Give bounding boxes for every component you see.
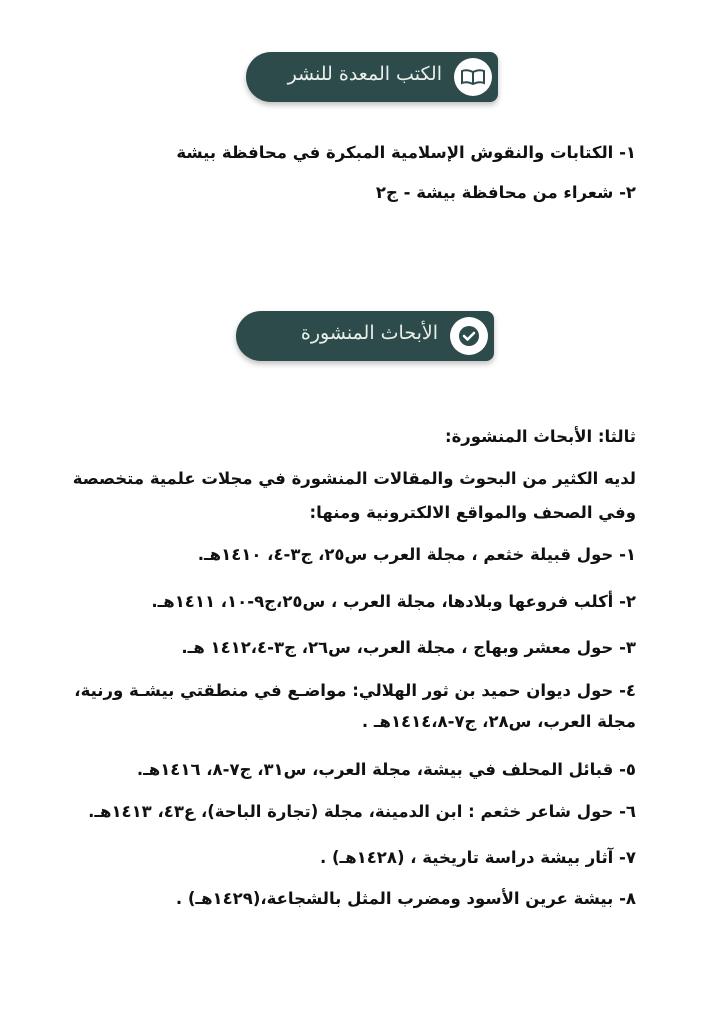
banner-tab [274,88,306,102]
book-item-2: ٢- شعراء من محافظة بيشة - ج٢ [375,183,636,202]
research-item-8: ٨- بيشة عرين الأسود ومضرب المثل بالشجاعة،(١٤٢٩هـ) . [175,889,636,908]
banner-tab [264,347,296,361]
book-item-1: ١- الكتابات والنقوش الإسلامية المبكرة في محافظة بيشة [176,143,636,162]
research-item-3: ٣- حول معشر وبهاج ، مجلة العرب، س٢٦، ج٣-١٤١٢،٤ هـ. [181,638,636,657]
research-item-6: ٦- حول شاعر خثعم : ابن الدمينة، مجلة (تجارة الباحة)، ع٤٣، ١٤١٣هـ. [88,802,636,821]
research-banner-title: الأبحاث المنشورة [300,322,438,344]
research-item-2: ٢- أكلب فروعها وبلادها، مجلة العرب ، س٢٥،ج٩-١٠، ١٤١١هـ. [151,592,636,611]
books-banner-title: الكتب المعدة للنشر [287,63,442,85]
research-heading: ثالثا: الأبحاث المنشورة: [444,427,636,446]
research-section-banner [236,311,494,361]
book-icon [454,58,492,96]
checkmark-icon [450,317,488,355]
research-intro-line-1: لديه الكثير من البحوث والمقالات المنشورة في مجلات علمية متخصصة [72,469,636,488]
research-item-4: ٤- حول ديوان حميد بن ثور الهلالي: مواضـع في منطقتي بيشـة ورنية، [74,681,636,700]
books-section-banner [246,52,498,102]
research-item-7: ٧- آثار بيشة دراسة تاريخية ، (١٤٢٨هـ) . [320,848,636,867]
research-intro-line-2: وفي الصحف والمواقع الالكترونية ومنها: [309,503,636,522]
research-item-5: ٥- قبائل المحلف في بيشة، مجلة العرب، س٣١، ج٧-٨، ١٤١٦هـ. [136,760,636,779]
research-item-1: ١- حول قبيلة خثعم ، مجلة العرب س٢٥، ج٣-٤، ١٤١٠هـ. [197,545,636,564]
research-item-4-continued: مجلة العرب، س٢٨، ج٧-١٤١٤،٨هـ . [361,712,636,731]
